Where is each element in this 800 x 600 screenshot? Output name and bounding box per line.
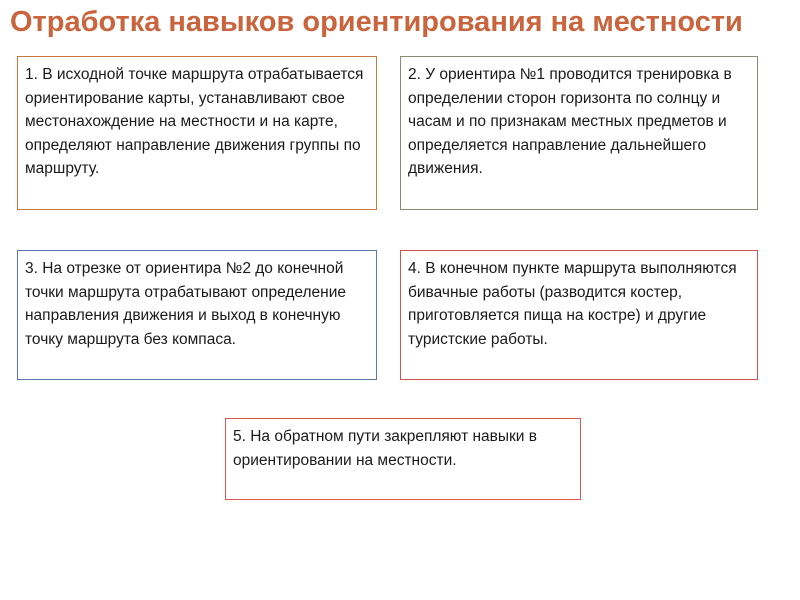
step-5-box: 5. На обратном пути закрепляют навыки в ориентировании на местности. [225, 418, 581, 500]
step-4-box: 4. В конечном пункте маршрута выполняются бивачные работы (разводится костер, приготовляется пища на костре) и другие туристские работы. [400, 250, 758, 380]
step-2-box: 2. У ориентира №1 проводится тренировка в определении сторон горизонта по солнцу и часам и по признакам местных предметов и определяется направление дальнейшего движения. [400, 56, 758, 210]
step-1-box: 1. В исходной точке маршрута отрабатывается ориентирование карты, устанавливают свое местонахождение на местности и на карте, определяют направление движения группы по маршруту. [17, 56, 377, 210]
step-3-box: 3. На отрезке от ориентира №2 до конечной точки маршрута отрабатывают определение направления движения и выход в конечную точку маршрута без компаса. [17, 250, 377, 380]
slide-title: Отработка навыков ориентирования на местности [10, 6, 743, 38]
